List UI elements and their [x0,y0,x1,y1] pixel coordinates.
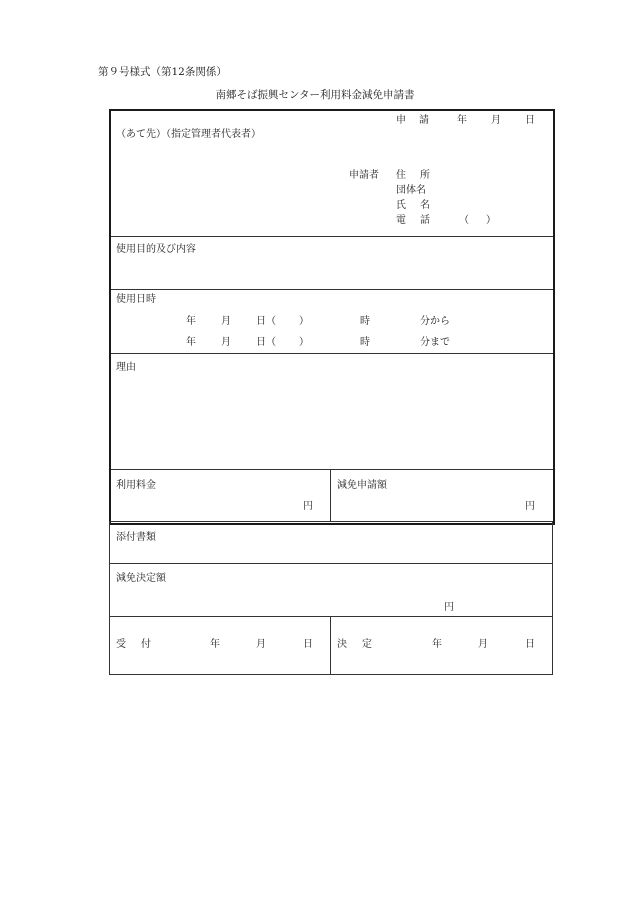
receipt-column-divider [330,617,331,674]
receipt-day: 日 [303,639,313,650]
receipt-year: 年 [210,639,220,650]
receipt-label: 付 [141,639,151,650]
decision-amount-unit: 円 [444,602,454,613]
receipt-label: 受 [116,639,126,650]
fee-column-divider [330,470,331,521]
reduction-request-unit: 円 [525,501,535,512]
decision-month: 月 [478,639,488,650]
divider-line [111,353,553,354]
phone-label: 話 [420,215,430,226]
usage-day: 日（ [256,337,276,348]
usage-weekday-close: ） [299,337,309,348]
form-number: 第９号様式（第12条関係） [98,66,227,78]
fee-label: 利用料金 [116,480,156,491]
divider-line [111,469,553,470]
name-label: 氏 [396,200,406,211]
divider-line [111,236,553,237]
decision-year: 年 [432,639,442,650]
usage-day: 日（ [256,316,276,327]
decision-day: 日 [525,639,535,650]
attachments-label: 添付書類 [116,532,156,543]
addressee: （あて先）（指定管理者代表者） [116,129,261,140]
receipt-month: 月 [256,639,266,650]
phone-paren-close: ） [486,215,496,226]
divider-line [110,563,552,564]
app-date-month: 月 [491,115,501,126]
applicant-section-border [109,109,555,525]
app-date-char: 申 [396,115,406,126]
fee-unit: 円 [303,501,313,512]
usage-weekday-close: ） [299,316,309,327]
address-label: 住 [396,170,406,181]
decision-label: 決 [337,639,347,650]
phone-label: 電 [396,215,406,226]
reduction-request-label: 減免申請額 [337,480,387,491]
app-date-year: 年 [457,115,467,126]
usage-hour: 時 [360,337,370,348]
office-section-border [109,521,553,675]
decision-amount-label: 減免決定額 [116,573,166,584]
usage-datetime-label: 使用日時 [116,294,156,305]
document-title: 南郷そば振興センター利用料金減免申請書 [215,89,415,101]
usage-month: 月 [221,316,231,327]
reason-label: 理由 [116,362,136,373]
usage-minute-until: 分まで [420,337,450,348]
decision-label: 定 [362,639,372,650]
usage-hour: 時 [360,316,370,327]
applicant-label: 申請者 [349,170,379,181]
purpose-label: 使用目的及び内容 [116,244,196,255]
app-date-char: 請 [419,115,429,126]
app-date-day: 日 [525,115,535,126]
divider-line [111,289,553,290]
usage-minute-from: 分から [420,316,450,327]
organization-label: 団体名 [396,185,426,196]
name-label: 名 [420,200,430,211]
divider-line [110,616,552,617]
usage-year: 年 [186,316,196,327]
phone-paren-open: （ [459,215,469,226]
usage-month: 月 [221,337,231,348]
address-label: 所 [420,170,430,181]
usage-year: 年 [186,337,196,348]
